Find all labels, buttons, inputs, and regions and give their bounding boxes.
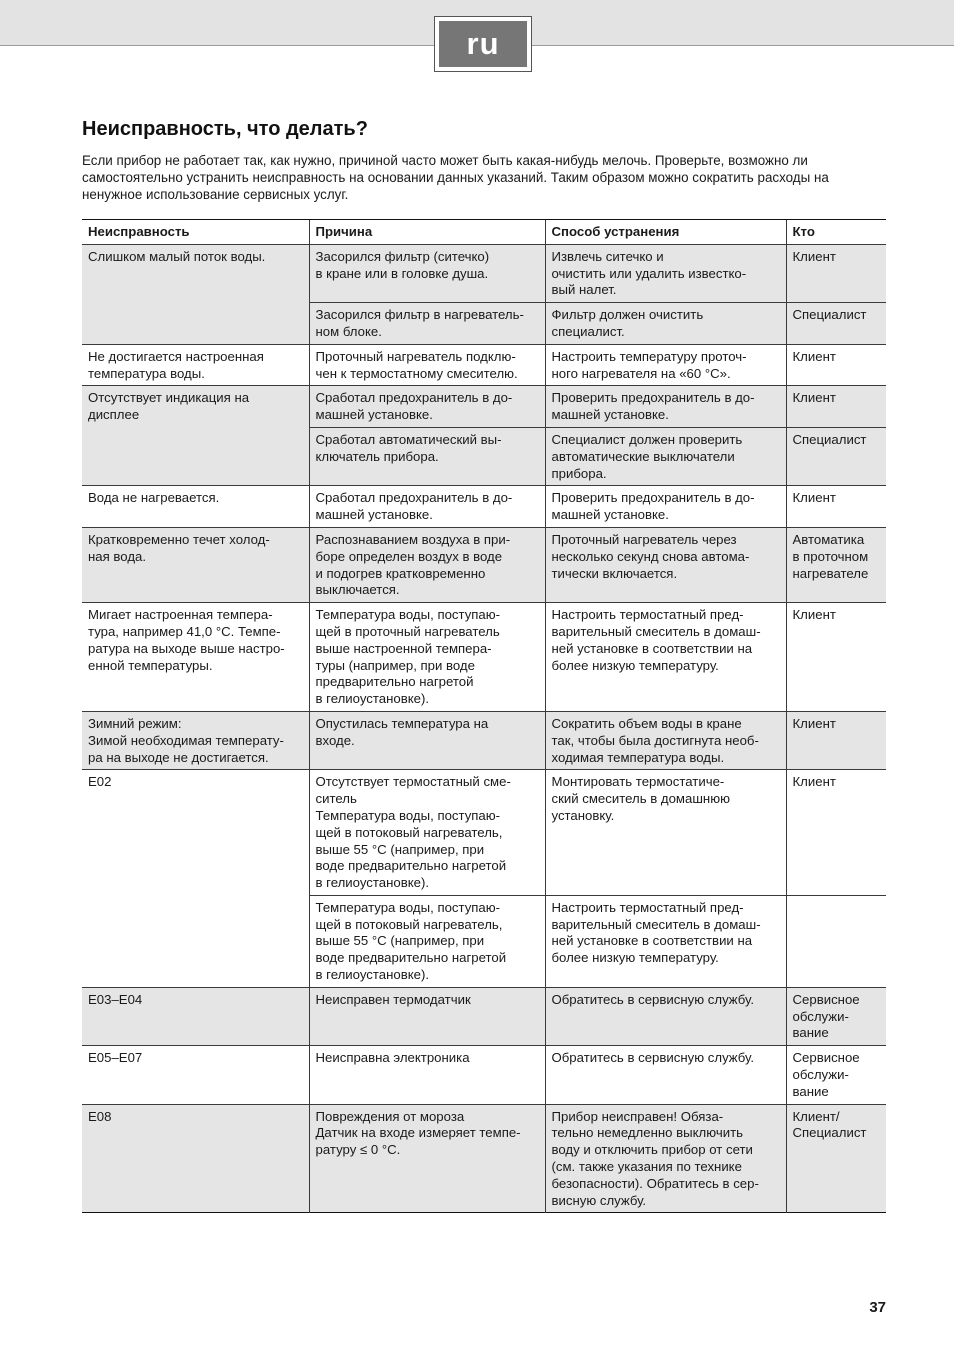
table-row: [82, 527, 886, 602]
who-cell: Клиент: [786, 486, 886, 528]
remedy-cell: Проверить предохранитель в до- машней установке.: [545, 486, 786, 528]
header-cause: Причина: [309, 220, 545, 245]
header-fault: Неисправность: [82, 220, 309, 245]
fault-cell: Отсутствует индикация на дисплее: [82, 386, 309, 486]
table-row: [82, 603, 886, 712]
remedy-cell: Настроить температуру проточ- ного нагревателя на «60 °C».: [545, 344, 786, 386]
remedy-cell: Обратитесь в сервисную службу.: [545, 987, 786, 1045]
troubleshooting-table: [82, 219, 886, 1213]
cause-cell: Отсутствует термостатный сме- ситель Температура воды, поступаю- щей в потоковый нагреватель, выше 55 °C (например, при воде предварительно нагретой в гелиоустановке).: [309, 770, 545, 896]
page-number: 37: [869, 1299, 886, 1316]
who-cell: Клиент: [786, 244, 886, 302]
who-cell: Сервисное обслужи- вание: [786, 1046, 886, 1104]
remedy-cell: Проточный нагреватель через несколько секунд снова автома- тически включается.: [545, 527, 786, 602]
cause-cell: Распознаванием воздуха в при- боре определен воздух в воде и подогрев кратковременно выключается.: [309, 527, 545, 602]
who-cell: [786, 895, 886, 987]
cause-cell: Засорился фильтр (ситечко) в кране или в головке душа.: [309, 244, 545, 302]
cause-cell: Температура воды, поступаю- щей в проточный нагреватель выше настроенной темпера- туры (например, при воде предварительно нагретой в гелиоустановке).: [309, 603, 545, 712]
cause-cell: Проточный нагреватель подклю- чен к термостатному смесителю.: [309, 344, 545, 386]
fault-cell: E05–E07: [82, 1046, 309, 1104]
fault-cell: Не достигается настроенная температура воды.: [82, 344, 309, 386]
fault-cell: Зимний режим: Зимой необходимая температу- ра на выходе не достигается.: [82, 711, 309, 769]
table-row: [82, 1046, 886, 1104]
cause-cell: Неисправен термодатчик: [309, 987, 545, 1045]
cause-cell: Температура воды, поступаю- щей в потоковый нагреватель, выше 55 °C (например, при воде предварительно нагретой в гелиоустановке).: [309, 895, 545, 987]
intro-paragraph: Если прибор не работает так, как нужно, причиной часто может быть какая-нибудь мелочь. Проверьте, возможно ли самостоятельно устранить неисправность на основании данных указаний. Таким образом можно сократить расходы на ненужное использование сервисных услуг.: [82, 153, 829, 202]
cause-cell: Повреждения от мороза Датчик на входе измеряет темпе- ратуру ≤ 0 °C.: [309, 1104, 545, 1213]
table-row: [82, 711, 886, 769]
table-row: [82, 344, 886, 386]
who-cell: Специалист: [786, 427, 886, 485]
table-row: [82, 1104, 886, 1213]
remedy-cell: Проверить предохранитель в до- машней установке.: [545, 386, 786, 428]
who-cell: Клиент: [786, 770, 886, 896]
remedy-cell: Извлечь ситечко и очистить или удалить известко- вый налет.: [545, 244, 786, 302]
table-row: [82, 244, 886, 302]
who-cell: Специалист: [786, 303, 886, 345]
fault-cell: Слишком малый поток воды.: [82, 244, 309, 344]
table-row: [82, 386, 886, 428]
table-row: [82, 486, 886, 528]
remedy-cell: Обратитесь в сервисную службу.: [545, 1046, 786, 1104]
remedy-cell: Сократить объем воды в кране так, чтобы была достигнута необ- ходимая температура воды.: [545, 711, 786, 769]
fault-cell: E03–E04: [82, 987, 309, 1045]
language-badge: [434, 16, 532, 72]
cause-cell: Сработал предохранитель в до- машней установке.: [309, 486, 545, 528]
remedy-cell: Прибор неисправен! Обяза- тельно немедленно выключить воду и отключить прибор от сети (см. также указания по технике безопасности). Обратитесь в сер- висную службу.: [545, 1104, 786, 1213]
page-title: Неисправность, что делать?: [82, 118, 368, 140]
cause-cell: Засорился фильтр в нагреватель- ном блоке.: [309, 303, 545, 345]
remedy-cell: Настроить термостатный пред- варительный смеситель в домаш- ней установке в соответствии на более низкую температуру.: [545, 895, 786, 987]
fault-cell: Вода не нагревается.: [82, 486, 309, 528]
who-cell: Клиент: [786, 603, 886, 712]
header-remedy: Способ устранения: [545, 220, 786, 245]
remedy-cell: Фильтр должен очистить специалист.: [545, 303, 786, 345]
who-cell: Клиент: [786, 344, 886, 386]
cause-cell: Сработал предохранитель в до- машней установке.: [309, 386, 545, 428]
who-cell: Клиент/ Специалист: [786, 1104, 886, 1213]
cause-cell: Неисправна электроника: [309, 1046, 545, 1104]
who-cell: Сервисное обслужи- вание: [786, 987, 886, 1045]
cause-cell: Опустилась температура на входе.: [309, 711, 545, 769]
fault-cell: Мигает настроенная темпера- тура, например 41,0 °C. Темпе- ратура на выходе выше настро- енной температуры.: [82, 603, 309, 712]
fault-cell: Кратковременно течет холод- ная вода.: [82, 527, 309, 602]
table-row: [82, 770, 886, 896]
table-header-row: [82, 220, 886, 245]
remedy-cell: Монтировать термостатиче- ский смеситель в домашнюю установку.: [545, 770, 786, 896]
language-code: ru: [439, 21, 527, 67]
cause-cell: Сработал автоматический вы- ключатель прибора.: [309, 427, 545, 485]
header-who: Кто: [786, 220, 886, 245]
remedy-cell: Настроить термостатный пред- варительный смеситель в домаш- ней установке в соответствии на более низкую температуру.: [545, 603, 786, 712]
who-cell: Клиент: [786, 711, 886, 769]
remedy-cell: Специалист должен проверить автоматические выключатели прибора.: [545, 427, 786, 485]
table-row: [82, 987, 886, 1045]
who-cell: Клиент: [786, 386, 886, 428]
fault-cell: E08: [82, 1104, 309, 1213]
who-cell: Автоматика в проточном нагревателе: [786, 527, 886, 602]
fault-cell: E02: [82, 770, 309, 988]
